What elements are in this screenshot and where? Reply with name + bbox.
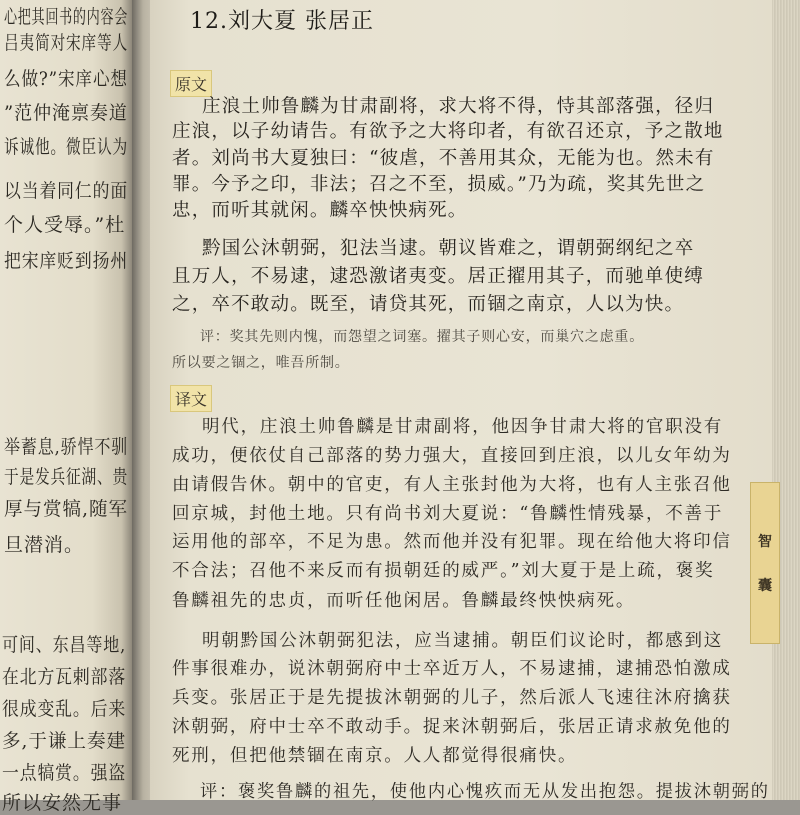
left-page-line: 以当着同仁的面 bbox=[4, 180, 129, 202]
left-page-line: 所以安然无事 bbox=[2, 792, 123, 814]
original-line: 罪。今予之印，非法；召之不至，损威。”乃为疏，奖其先世之 bbox=[172, 174, 706, 195]
original-line: 且万人，不易逮，逮恐激诸夷变。居正擢用其子，而驰单使缚 bbox=[172, 266, 704, 287]
left-page-line: 个人受辱。”杜 bbox=[4, 214, 126, 236]
translation-line: 沐朝弼，府中士卒不敢动手。捉来沐朝弼后，张居正请求赦免他的 bbox=[172, 717, 732, 737]
original-line: 忠，而听其就闲。麟卒怏怏病死。 bbox=[172, 200, 468, 221]
translation-line: 成功，便依仗自己部落的势力强大，直接回到庄浪，以儿女年幼为 bbox=[172, 446, 732, 466]
section-title: 12.刘大夏 张居正 bbox=[190, 9, 374, 34]
left-page-line: 在北方瓦剌部落 bbox=[2, 666, 127, 688]
original-line: 庄浪土帅鲁麟为甘肃副将，求大将不得，恃其部落强，径归 bbox=[202, 96, 715, 117]
page-edge bbox=[772, 0, 800, 800]
left-page-line: 么做?”宋庠心想 bbox=[4, 68, 128, 90]
left-page-line: 把宋庠贬到扬州 bbox=[4, 250, 129, 272]
translation-line: 兵变。张居正于是先提拔沐朝弼的儿子，然后派人飞速往沐府擒获 bbox=[172, 688, 732, 708]
left-page-line: ”范仲淹禀奏道 bbox=[4, 102, 128, 124]
left-page bbox=[0, 0, 132, 814]
translation-line: 鲁麟祖先的忠贞，而听任他闲居。鲁麟最终怏怏病死。 bbox=[172, 591, 636, 611]
comment-line: 评：奖其先则内愧，而怨望之词塞。擢其子则心安，而巢穴之虑重。 bbox=[200, 329, 644, 345]
translation-line: 死刑，但把他禁锢在南京。人人都觉得很痛快。 bbox=[172, 746, 578, 766]
side-tab-char-1: 智 bbox=[758, 534, 772, 550]
translation-line: 评：褒奖鲁麟的祖先，使他内心愧疚而无从发出抱怨。提拔沐朝弼的 bbox=[200, 782, 770, 802]
translation-line: 件事很难办，说沐朝弼府中士卒近万人，不易逮捕，逮捕恐怕激成 bbox=[172, 659, 732, 679]
original-line: 者。刘尚书大夏独曰：“彼虐，不善用其众，无能为也。然未有 bbox=[172, 148, 715, 169]
side-tab-char-2: 囊 bbox=[758, 578, 772, 594]
translation-tag: 译文 bbox=[170, 385, 212, 412]
translation-line: 明代，庄浪土帅鲁麟是甘肃副将，他因争甘肃大将的官职没有 bbox=[202, 417, 724, 437]
translation-line: 回京城，封他土地。只有尚书刘大夏说：“鲁麟性情残暴，不善于 bbox=[172, 504, 724, 524]
left-page-line: 厚与赏犒,随军 bbox=[4, 498, 128, 520]
translation-line: 运用他的部卒，不足为患。然而他并没有犯罪。现在给他大将印信 bbox=[172, 532, 732, 552]
left-page-line: 吕夷简对宋庠等人 bbox=[4, 32, 129, 54]
original-line: 庄浪，以子幼请告。有欲予之大将印者，有欲召还京，予之散地 bbox=[172, 121, 724, 142]
translation-line: 明朝黔国公沐朝弼犯法，应当逮捕。朝臣们议论时，都感到这 bbox=[202, 631, 724, 651]
left-page-line: 举蓄息,骄悍不驯 bbox=[4, 436, 129, 458]
left-page-line: 多,于谦上奏建 bbox=[2, 730, 126, 752]
original-line: 之，卒不敢动。既至，请贷其死，而锢之南京，人以为快。 bbox=[172, 294, 685, 315]
left-page-line: 可间、东昌等地, bbox=[2, 634, 127, 656]
left-page-line: 于是发兵征湖、贵 bbox=[4, 466, 129, 488]
left-page-line: 诉诚他。微臣认为 bbox=[4, 136, 129, 158]
original-text-tag: 原文 bbox=[170, 70, 212, 97]
comment-line: 所以要之锢之，唯吾所制。 bbox=[172, 355, 350, 371]
translation-line: 不合法；召他不来反而有损朝廷的威严。”刘大夏于是上疏，褒奖 bbox=[172, 561, 715, 581]
left-page-line: 心把其回书的内容会 bbox=[4, 6, 129, 28]
left-page-line: 很成变乱。后来 bbox=[2, 698, 127, 720]
left-page-line: 旦潜消。 bbox=[4, 534, 85, 556]
book-title-tab bbox=[750, 482, 780, 644]
original-line: 黔国公沐朝弼，犯法当逮。朝议皆难之，谓朝弼纲纪之卒 bbox=[202, 238, 695, 259]
left-page-line: 一点犒赏。强盗 bbox=[2, 762, 127, 784]
translation-line: 由请假告休。朝中的官吏，有人主张封他为大将，也有人主张召他 bbox=[172, 475, 732, 495]
